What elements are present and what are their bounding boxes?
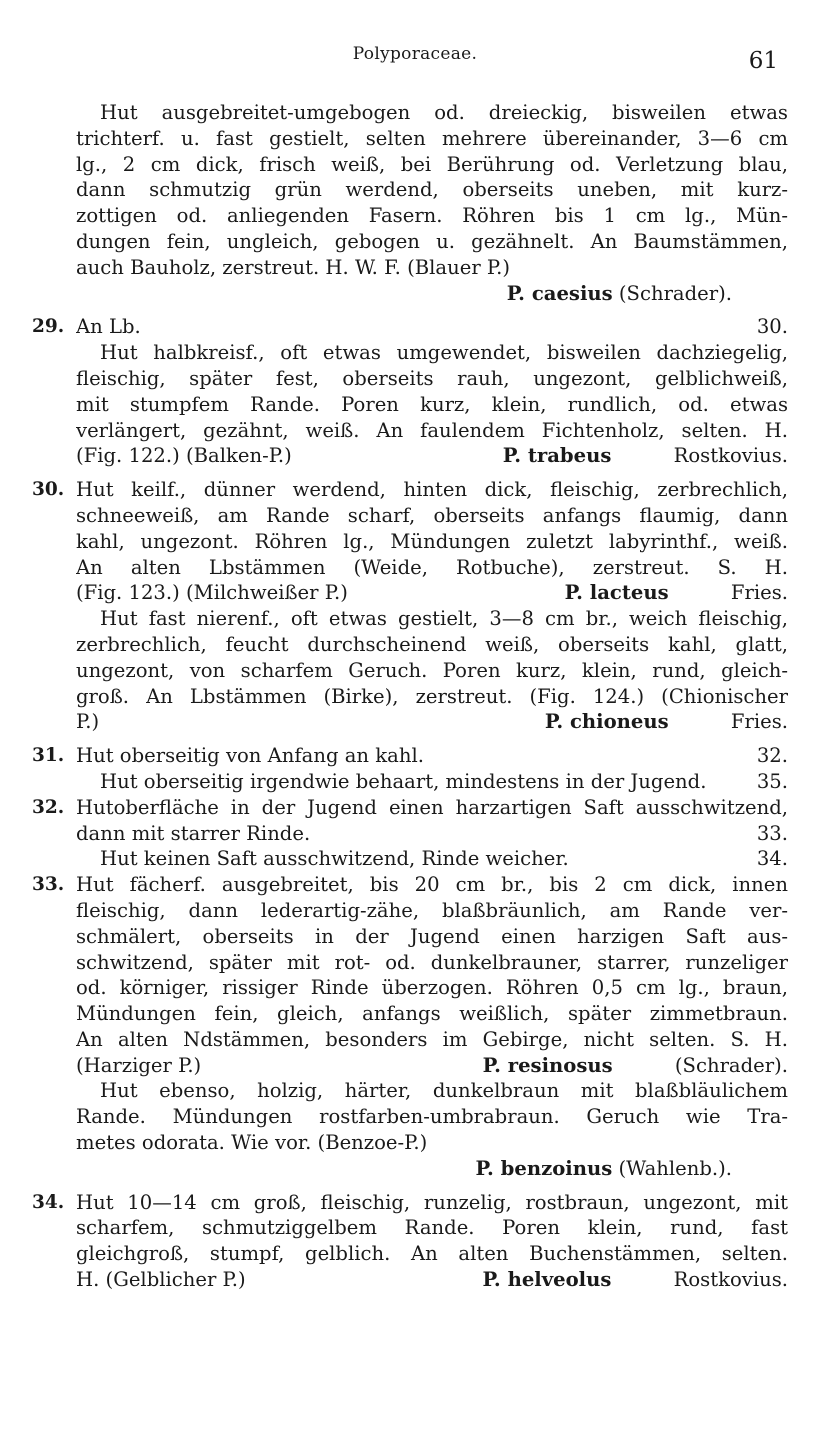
species-name: P. trabeus [502,444,612,468]
text-line: Hut 10—14 cm groß, fleischig, runzelig, rostbraun, ungezont, mit [76,1190,788,1214]
text-line: An alten Ndstämmen, besonders im Gebirge, nicht selten. S. H. [76,1027,788,1051]
species-line [76,1156,788,1182]
species-author: Rostkovius. [673,1268,788,1292]
key-line [76,846,788,872]
species-line [76,709,788,735]
text-line: lg., 2 cm dick, frisch weiß, bei Berührung od. Verletzung blau, [76,152,788,176]
text-line: Hut ausgebreitet-umgebogen od. dreieckig, bisweilen etwas [100,101,788,124]
entry-number: 31. [32,745,65,767]
text-segment: (Harziger P.) [76,1053,202,1077]
text-line: auch Bauholz, zerstreut. H. W. F. (Blauer P.) [76,255,511,279]
text-line: gleichgroß, stumpf, gelblich. An alten Buchenstämmen, selten. [76,1242,788,1266]
entry-number: 33. [32,874,65,896]
species-author: Fries. [730,710,788,734]
text-line: schmälert, oberseits in der Jugend einen harzigen Saft aus- [76,924,788,948]
entry-number: 30. [32,479,65,501]
entry-31 [32,743,788,795]
key-reference: 30. [756,315,788,339]
running-head: Polyporaceae. [352,44,478,64]
key-line [76,314,788,340]
entry-32 [32,795,788,872]
entry-continuation [40,100,788,306]
key-text: dann mit starrer Rinde. [76,821,311,845]
text-line: zerbrechlich, feucht durchscheinend weiß, oberseits kahl, glatt, [76,632,788,656]
species-line [76,443,788,469]
text-segment: P.) [76,710,100,734]
entry-30 [32,477,788,735]
text-line: Hut fächerf. ausgebreitet, bis 20 cm br., bis 2 cm dick, innen [76,873,788,897]
text-line: ungezont, von scharfem Geruch. Poren kurz, klein, rund, gleich- [76,658,788,682]
species-line [76,281,788,307]
text-line: Hut ebenso, holzig, härter, dunkelbraun mit blaßbläulichem [100,1079,788,1103]
text-line: Hut keilf., dünner werdend, hinten dick, fleischig, zerbrechlich, [76,478,788,502]
text-line: od. körniger, rissiger Rinde überzogen. Röhren 0,5 cm lg., braun, [76,976,788,1000]
species-author: Fries. [730,581,788,605]
text-line: scharfem, schmutziggelbem Rande. Poren klein, rund, fast [76,1216,788,1240]
text-line: Hutoberfläche in der Jugend einen harzartigen Saft ausschwitzend, [76,795,788,819]
species-name: P. helveolus [482,1268,612,1292]
species-author: Rostkovius. [673,444,788,468]
text-line: dann schmutzig grün werdend, oberseits uneben, mit kurz- [76,178,788,202]
key-reference: 32. [756,744,788,768]
text-line: fleischig, dann lederartig-zähe, blaßbräunlich, am Rande ver- [76,898,788,922]
species-name: P. chioneus [544,710,669,734]
species-author: (Schrader). [674,1053,788,1077]
entry-number: 34. [32,1191,65,1213]
text-line: Rande. Mündungen rostfarben-umbrabraun. Geruch wie Tra- [76,1105,788,1129]
key-reference: 33. [756,821,788,845]
text-line: Hut halbkreisf., oft etwas umgewendet, bisweilen dachziegelig, [100,341,788,365]
key-text: Hut keinen Saft ausschwitzend, Rinde weicher. [100,847,569,871]
text-line: verlängert, gezähnt, weiß. An faulendem Fichtenholz, selten. H. [76,418,788,442]
key-text: An Lb. [76,315,141,339]
text-line: schneeweiß, am Rande scharf, oberseits anfangs flaumig, dann [76,503,788,527]
key-text: Hut oberseitig von Anfang an kahl. [76,744,424,768]
species-name: P. caesius [506,281,613,305]
species-line [76,1053,788,1079]
text-line: mit stumpfem Rande. Poren kurz, klein, rundlich, od. etwas [76,392,788,416]
species-author: (Schrader). [618,281,732,305]
text-segment: (Fig. 122.) (Balken-P.) [76,444,292,468]
species-name: P. lacteus [564,581,669,605]
text-line: Hut fast nierenf., oft etwas gestielt, 3—8 cm br., weich fleischig, [100,607,788,631]
text-line: trichterf. u. fast gestielt, selten mehrere übereinander, 3—6 cm [76,126,788,150]
text-line: An alten Lbstämmen (Weide, Rotbuche), zerstreut. S. H. [76,555,788,579]
species-name: P. benzoinus [475,1156,613,1180]
species-name: P. resinosus [482,1053,613,1077]
page-body [32,100,788,1293]
key-line [76,821,788,847]
species-line [76,1267,788,1293]
species-author: (Wahlenb.). [618,1156,732,1180]
text-line: schwitzend, später mit rot- od. dunkelbrauner, starrer, runzeliger [76,950,788,974]
key-line [76,769,788,795]
species-line [76,580,788,606]
entry-number: 32. [32,796,65,818]
text-line: fleischig, später fest, oberseits rauh, ungezont, gelblichweiß, [76,366,788,390]
text-line: groß. An Lbstämmen (Birke), zerstreut. (Fig. 124.) (Chionischer [76,684,788,708]
text-segment: (Fig. 123.) (Milchweißer P.) [76,581,348,605]
key-text: Hut oberseitig irgendwie behaart, mindestens in der Jugend. [100,769,707,793]
text-line: dungen fein, ungleich, gebogen u. gezähnelt. An Baumstämmen, [76,229,788,253]
key-reference: 35. [756,769,788,793]
text-line: kahl, ungezont. Röhren lg., Mündungen zuletzt labyrinthf., weiß. [76,529,788,553]
text-line: Mündungen fein, gleich, anfangs weißlich, später zimmetbraun. [76,1002,788,1026]
key-reference: 34. [756,847,788,871]
page-number: 61 [748,48,778,74]
entry-34 [32,1190,788,1293]
entry-33 [32,872,788,1182]
entry-number: 29. [32,316,65,338]
text-line: zottigen od. anliegenden Fasern. Röhren bis 1 cm lg., Mün- [76,204,788,228]
text-segment: H. (Gelblicher P.) [76,1268,246,1292]
entry-29 [32,314,788,469]
key-line [76,743,788,769]
text-line: metes odorata. Wie vor. (Benzoe-P.) [76,1131,428,1155]
